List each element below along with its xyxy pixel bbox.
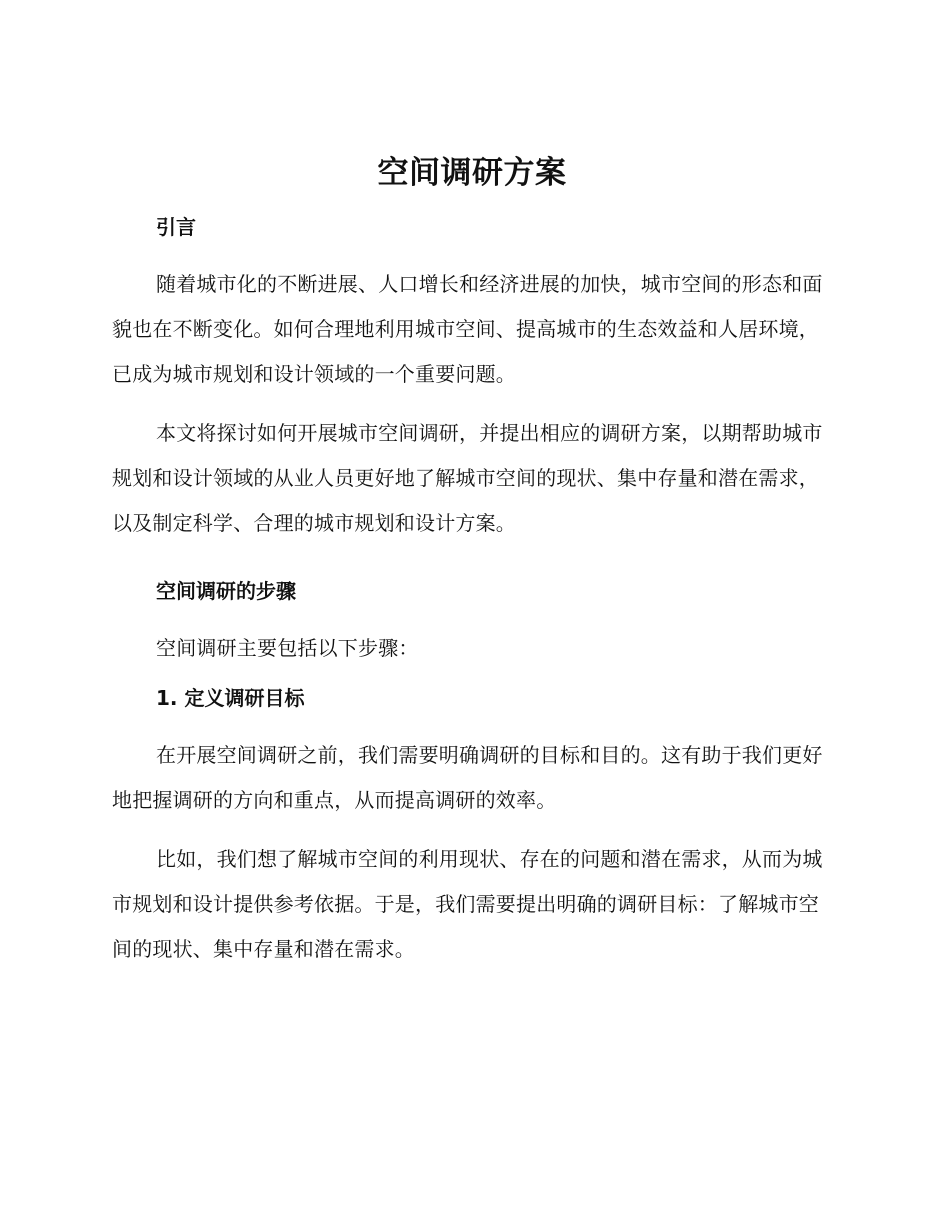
step-1-paragraph-1: 在开展空间调研之前，我们需要明确调研的目标和目的。这有助于我们更好地把握调研的方向和重点，从而提高调研的效率。: [112, 743, 823, 812]
steps-intro-paragraph: 空间调研主要包括以下步骤：: [156, 636, 419, 660]
document-content: [112, 148, 832, 986]
steps-heading: 空间调研的步骤: [156, 579, 296, 603]
step-1-heading: 1. 定义调研目标: [156, 686, 305, 710]
intro-heading: 引言: [156, 215, 196, 239]
section-spacer: [112, 560, 832, 578]
intro-paragraph-1: 随着城市化的不断进展、人口增长和经济进展的加快，城市空间的形态和面貌也在不断变化。如何合理地利用城市空间、提高城市的生态效益和人居环境，已成为城市规划和设计领域的一个重要问题。: [112, 272, 823, 386]
step-1-paragraph-2: 比如，我们想了解城市空间的利用现状、存在的问题和潜在需求，从而为城市规划和设计提供参考依据。于是，我们需要提出明确的调研目标：了解城市空间的现状、集中存量和潜在需求。: [112, 847, 823, 961]
document-title: 空间调研方案: [377, 155, 567, 191]
intro-paragraph-2: 本文将探讨如何开展城市空间调研，并提出相应的调研方案，以期帮助城市规划和设计领域的从业人员更好地了解城市空间的现状、集中存量和潜在需求，以及制定科学、合理的城市规划和设计方案。: [112, 421, 823, 535]
